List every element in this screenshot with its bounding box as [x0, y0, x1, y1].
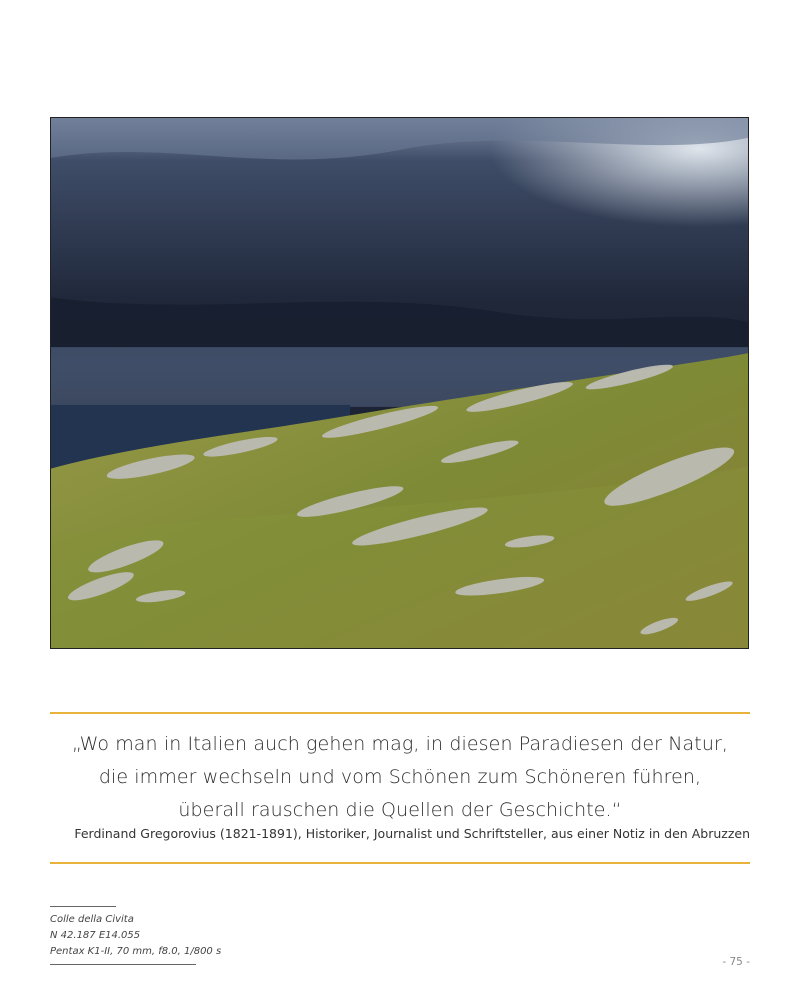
- quote-line: „Wo man in Italien auch gehen mag, in diesen Paradiesen der Natur,: [71, 733, 729, 755]
- quote-block: [50, 728, 750, 827]
- accent-rule-bottom: [50, 862, 750, 864]
- caption-divider-bottom: [50, 964, 196, 965]
- caption-divider-top: [50, 906, 116, 907]
- photo-caption: [50, 912, 221, 960]
- accent-rule-top: [50, 712, 750, 714]
- caption-camera: Pentax K1-II, 70 mm, f8.0, 1/800 s: [50, 946, 222, 957]
- quote-attribution: Ferdinand Gregorovius (1821-1891), Historiker, Journalist und Schriftsteller, aus einer Notiz in den Abruzzen: [74, 826, 750, 841]
- caption-coordinates: N 42.187 E14.055: [50, 930, 141, 941]
- quote-line: die immer wechseln und vom Schönen zum Schöneren führen,: [98, 766, 702, 788]
- landscape-photo: [50, 117, 749, 649]
- quote-line: überall rauschen die Quellen der Geschichte.“: [178, 799, 622, 821]
- page-number: - 75 -: [722, 956, 750, 968]
- photo-illustration: [51, 118, 748, 648]
- caption-location: Colle della Civita: [50, 914, 134, 925]
